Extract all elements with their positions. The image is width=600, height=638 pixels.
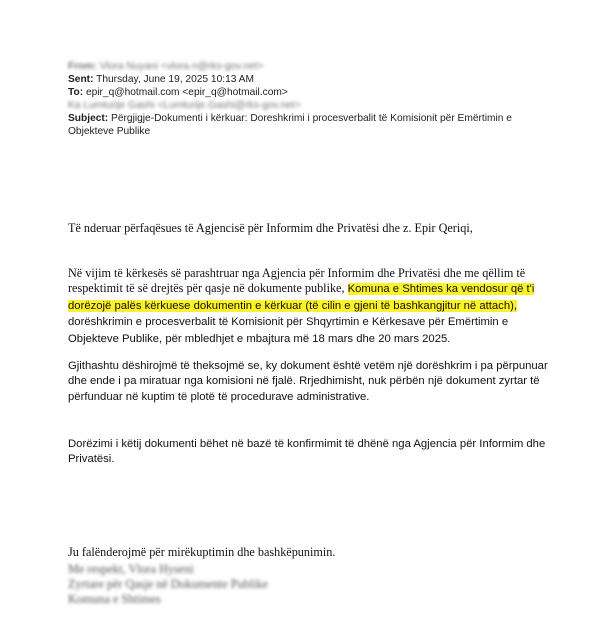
paragraph-delivery-basis: Dorëzimi i këtij dokumenti bëhet në bazë të konfirmimit të dhënë nga Agjencia për Informim dhe Privatësi.	[68, 438, 546, 466]
paragraph-request	[68, 266, 548, 347]
cc-line	[68, 99, 538, 112]
signature-name: Me respekt, Vlora Hyseni	[68, 562, 194, 576]
subject-value: Përgjigje-Dokumenti i kërkuar: Doreshkrimi i procesverbalit të Komisionit për Emërtimin e Objekteve Publike	[68, 113, 512, 137]
cc-value: Ka Lumturije Gashi <Lumturije.Gashi@rks-gov.net>	[68, 100, 301, 111]
sent-line	[68, 73, 538, 86]
greeting: Të nderuar përfaqësues të Agjencisë për Informim dhe Privatësi dhe z. Epir Qeriqi,	[68, 221, 473, 235]
to-label: To:	[68, 87, 84, 98]
from-label: From:	[68, 61, 97, 72]
highlighted-attachment-note: (të cilin e gjeni të bashkangjitur në attach),	[305, 299, 517, 312]
closing-line: Ju falënderojmë për mirëkuptimin dhe bashkëpunimin.	[68, 545, 336, 559]
signature-organization: Komuna e Shtimes	[68, 592, 161, 606]
signature-block	[68, 562, 548, 607]
highlighted-decision: Komuna e Shtimes ka vendosur që t'i dorëzojë palës kërkuese dokumentin e kërkuar	[68, 283, 535, 312]
sent-label: Sent:	[68, 74, 94, 85]
paragraph-request-rest: dorëshkrimin e procesverbalit të Komisionit për Shqyrtimin e Kërkesave për Emërtimin e Objekteve Publike, për mbledhjet e mbajtura më 18 mars dhe 20 mars 2025.	[68, 316, 509, 345]
from-value: Vlora Nuyani <vlora.n@rks-gov.net>	[99, 61, 264, 72]
sent-value: Thursday, June 19, 2025 10:13 AM	[96, 74, 254, 85]
from-line	[68, 60, 538, 73]
email-header	[68, 60, 538, 138]
subject-line	[68, 112, 538, 138]
to-value: epir_q@hotmail.com <epir_q@hotmail.com>	[85, 87, 288, 98]
paragraph-draft-notice: Gjithashtu dëshirojmë të theksojmë se, ky dokument është vetëm një dorëshkrim i pa përpunuar dhe ende i pa miratuar nga komisioni në fjalë. Rrjedhimisht, nuk përbën një dokument zyrtar të përfunduar në kuptim të plotë të procedurave administrative.	[68, 360, 548, 403]
subject-label: Subject:	[68, 113, 109, 124]
paragraph-request-intro: Në vijim të kërkesës së parashtruar nga Agjencia për Informim dhe Privatësi dhe me qëllim të respektimit të së drejtës për qasje në dokumente publike,	[68, 266, 526, 296]
signature-title: Zyrtare për Qasje në Dokumente Publike	[68, 577, 269, 591]
to-line	[68, 86, 538, 99]
